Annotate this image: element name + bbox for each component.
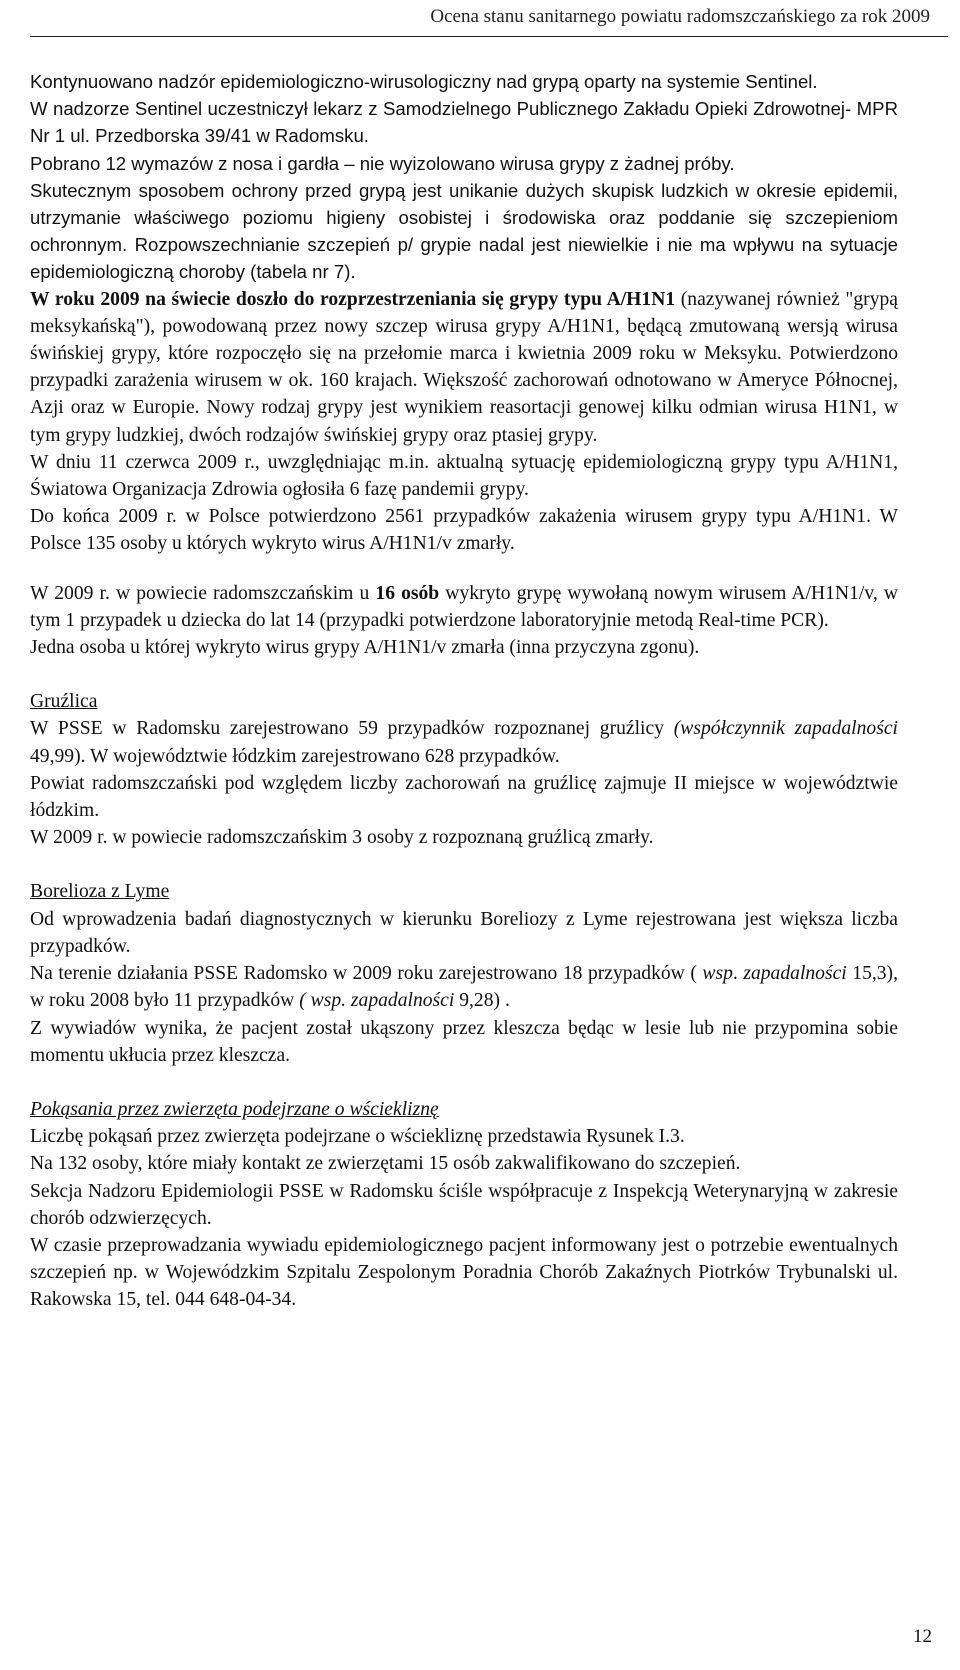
text-span: . bbox=[732, 963, 744, 985]
paragraph: W czasie przeprowadzania wywiadu epidemiologicznego pacjent informowany jest o potrzebie ewentualnych szczepień np. w Wojewódzkim Szpitalu Zespolonym Poradnia Chorób Zakaźnych Piotrków Trybunalski ul. Rakowska 15, tel. 044 648-04-34. bbox=[30, 1234, 898, 1311]
italic-text: zapadalności bbox=[743, 963, 847, 985]
section-heading-wscieklizna: Pokąsania przez zwierzęta podejrzane o wściekliznę bbox=[30, 1098, 439, 1120]
paragraph: Pobrano 12 wymazów z nosa i gardła – nie wyizolowano wirusa grypy z żadnej próby. bbox=[30, 152, 735, 174]
text-span: 9,28) . bbox=[454, 990, 510, 1012]
text-span: 49,99). W województwie łódzkim zarejestrowano 628 przypadków. bbox=[30, 745, 560, 767]
italic-text: wsp bbox=[702, 963, 733, 985]
document-body bbox=[30, 68, 898, 1314]
paragraph bbox=[30, 960, 898, 1014]
header-divider bbox=[30, 36, 948, 37]
paragraph bbox=[30, 580, 898, 634]
paragraph: Kontynuowano nadzór epidemiologiczno-wirusologiczny nad grypą oparty na systemie Sentinel. bbox=[30, 71, 818, 92]
italic-text: ( wsp. zapadalności bbox=[299, 990, 455, 1012]
paragraph: W dniu 11 czerwca 2009 r., uwzględniając m.in. aktualną sytuację epidemiologiczną grypy typu A/H1N1, Światowa Organizacja Zdrowia ogłosiła 6 fazę pandemii grypy. bbox=[30, 451, 898, 501]
paragraph: Sekcja Nadzoru Epidemiologii PSSE w Radomsku ściśle współpracuje z Inspekcją Weterynaryjną w zakresie chorób odzwierzęcych. bbox=[30, 1180, 898, 1229]
italic-text: (współczynnik zapadalności bbox=[673, 718, 898, 740]
paragraph: W 2009 r. w powiecie radomszczańskim 3 osoby z rozpoznaną gruźlicą zmarły. bbox=[30, 827, 654, 849]
section-heading-borelioza: Borelioza z Lyme bbox=[30, 881, 170, 903]
paragraph: Skutecznym sposobem ochrony przed grypą jest unikanie dużych skupisk ludzkich w okresie epidemii, utrzymanie właściwego poziomu higieny osobistej i środowiska oraz poddanie się szczepieniom ochronnym. Rozpowszechnianie szczepień p/ grypie nadal jest niewielkie i nie ma wpływu na sytuacje epidemiologiczną choroby (tabela nr 7). bbox=[30, 179, 898, 283]
paragraph: Jedna osoba u której wykryto wirus grypy A/H1N1/v zmarła (inna przyczyna zgonu). bbox=[30, 637, 700, 659]
text-span: 15,3), w roku 2008 było 11 przypadków bbox=[30, 963, 898, 1012]
paragraph: Liczbę pokąsań przez zwierzęta podejrzane o wściekliznę przedstawia Rysunek I.3. bbox=[30, 1126, 685, 1148]
text-span: wykryto grypę wywołaną nowym wirusem A/H1N1/v, w tym 1 przypadek u dziecka do lat 14 (przypadki potwierdzone laboratoryjnie metodą Real-time PCR). bbox=[30, 582, 899, 631]
text-span: (nazywanej również "grypą meksykańską"), powodowaną przez nowy szczep wirusa grypy A/H1N1, będącą zmutowaną wersją wirusa świńskiej grypy, które rozpoczęło się na przełomie marca i kwietnia 2009 roku w Meksyku. Potwierdzono przypadki zarażenia wirusem w ok. 160 krajach. Większość zachorowań odnotowano w Ameryce Północnej, Azji oraz w Europie. Nowy rodzaj grypy jest wynikiem reasortacji genowej kilku odmian wirusa H1N1, w tym grypy ludzkiej, dwóch rodzajów świńskiej grypy oraz ptasiej grypy. bbox=[30, 288, 898, 446]
text-span: W 2009 r. w powiecie radomszczańskim u bbox=[30, 582, 376, 604]
page-number: 12 bbox=[913, 1626, 932, 1647]
paragraph: W nadzorze Sentinel uczestniczył lekarz z Samodzielnego Publicznego Zakładu Opieki Zdrowotnej- MPR Nr 1 ul. Przedborska 39/41 w Radomsku. bbox=[30, 98, 898, 147]
bold-text: 16 osób bbox=[375, 582, 440, 604]
running-header: Ocena stanu sanitarnego powiatu radomszczańskiego za rok 2009 bbox=[430, 6, 930, 27]
text-span: W PSSE w Radomsku zarejestrowano 59 przypadków rozpoznanej gruźlicy bbox=[30, 718, 674, 740]
paragraph: Powiat radomszczański pod względem liczby zachorowań na gruźlicę zajmuje II miejsce w województwie łódzkim. bbox=[30, 772, 898, 822]
paragraph: Na 132 osoby, które miały kontakt ze zwierzętami 15 osób zakwalifikowano do szczepień. bbox=[30, 1153, 741, 1175]
paragraph bbox=[30, 715, 898, 769]
bold-text: W roku 2009 na świecie doszło do rozprzestrzeniania się grypy typu A/H1N1 bbox=[30, 288, 676, 310]
paragraph: Z wywiadów wynika, że pacjent został ukąszony przez kleszcza będąc w lesie lub nie przypomina sobie momentu ukłucia przez kleszcza. bbox=[30, 1017, 898, 1066]
paragraph: Od wprowadzenia badań diagnostycznych w kierunku Boreliozy z Lyme rejestrowana jest większa liczba przypadków. bbox=[30, 908, 898, 957]
paragraph bbox=[30, 286, 898, 449]
section-heading-gruzlica: Gruźlica bbox=[30, 691, 98, 713]
text-span: Na terenie działania PSSE Radomsko w 2009 roku zarejestrowano 18 przypadków ( bbox=[30, 963, 703, 985]
paragraph: Do końca 2009 r. w Polsce potwierdzono 2561 przypadków zakażenia wirusem grypy typu A/H1N1. W Polsce 135 osoby u których wykryto wirus A/H1N1/v zmarły. bbox=[30, 506, 898, 555]
